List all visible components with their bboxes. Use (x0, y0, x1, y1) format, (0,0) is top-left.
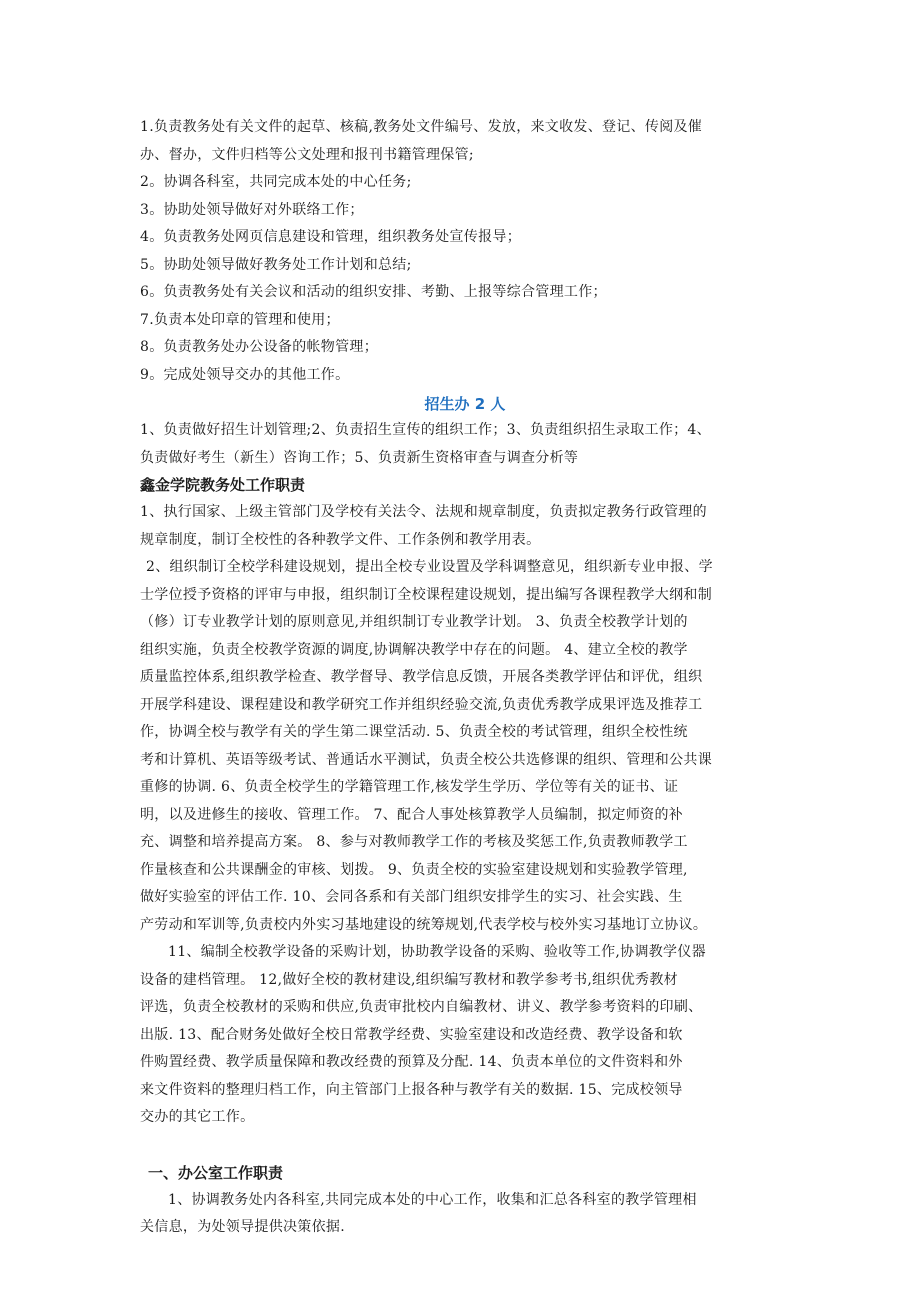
text-line: 质量监控体系,组织教学检查、教学督导、教学信息反馈，开展各类教学评估和评优，组织 (140, 669, 703, 685)
duties-heading: 鑫金学院教务处工作职责 (140, 476, 306, 494)
text-line: 3。协助处领导做好对外联络工作； (140, 201, 364, 218)
text-line: 评选，负责全校教材的采购和供应,负责审批校内自编教材、讲义、教学参考资料的印刷、 (140, 999, 703, 1015)
text-line: 负责做好考生（新生）咨询工作；5、负责新生资格审查与调查分析等 (140, 449, 579, 466)
text-line: 1、负责做好招生计划管理;2、负责招生宣传的组织工作；3、负责组织招生录取工作；4、 (140, 422, 711, 438)
text-line: 作，协调全校与教学有关的学生第二课堂活动. 5、负责全校的考试管理，组织全校性统 (140, 724, 688, 740)
office-section-heading: 一、办公室工作职责 (148, 1163, 284, 1182)
text-line: 来文件资料的整理归档工作，向主管部门上报各种与教学有关的数据. 15、完成校领导 (140, 1081, 683, 1098)
text-line: 1、执行国家、上级主管部门及学校有关法令、法规和规章制度，负责拟定教务行政管理的 (140, 504, 707, 520)
text-line: 2。协调各科室，共同完成本处的中心任务; (140, 174, 412, 190)
text-line: 设备的建档管理。 12,做好全校的教材建设,组织编写教材和教学参考书,组织优秀教材 (140, 971, 678, 988)
text-line: 1、协调教务处内各科室,共同完成本处的中心工作，收集和汇总各科室的教学管理相 (168, 1191, 697, 1208)
text-line: 士学位授予资格的评审与申报，组织制订全校课程建设规划，提出编写各课程教学大纲和制 (140, 586, 712, 603)
text-line: 开展学科建设、课程建设和教学研究工作并组织经验交流,负责优秀教学成果评选及推荐工 (140, 696, 703, 713)
text-line: 明，以及进修生的接收、管理工作。 7、配合人事处核算教学人员编制，拟定师资的补 (140, 806, 684, 823)
text-line: 8。负责教务处办公设备的帐物管理； (140, 339, 379, 355)
text-line: 6。负责教务处有关会议和活动的组织安排、考勤、上报等综合管理工作； (140, 284, 607, 300)
text-line: 关信息，为处领导提供决策依据. (140, 1219, 345, 1235)
text-line: 9。完成处领导交办的其他工作。 (140, 366, 350, 383)
admissions-heading: 招生办 2 人 (424, 395, 506, 413)
text-line: 出版. 13、配合财务处做好全校日常教学经费、实验室建设和改造经费、教学设备和软 (140, 1026, 683, 1043)
text-line: 重修的协调. 6、负责全校学生的学籍管理工作,核发学生学历、学位等有关的证书、证 (140, 779, 679, 795)
office-section-body (140, 1187, 790, 1242)
text-line: 2、组织制订全校学科建设规划，提出全校专业设置及学科调整意见，组织新专业申报、学 (146, 559, 713, 575)
duties-body (140, 499, 790, 1132)
text-line: 1.负责教务处有关文件的起草、核稿,教务处文件编号、发放，来文收发、登记、传阅及催 (140, 119, 703, 135)
admissions-duties (140, 417, 790, 472)
section-office-duties-list (140, 114, 790, 389)
text-line: 11、编制全校教学设备的采购计划，协助教学设备的采购、验收等工作,协调教学仪器 (168, 944, 706, 960)
text-line: 4。负责教务处网页信息建设和管理，组织教务处宣传报导； (140, 229, 522, 245)
text-line: 5。协助处领导做好教务处工作计划和总结; (140, 256, 412, 273)
document-page (140, 114, 790, 1242)
text-line: 充、调整和培养提高方案。 8、参与对教师教学工作的考核及奖惩工作,负责教师教学工 (140, 834, 688, 850)
text-line: 件购置经费、教学质量保障和教改经费的预算及分配. 14、负责本单位的文件资料和外 (140, 1054, 683, 1070)
text-line: （修）订专业教学计划的原则意见,并组织制订专业教学计划。 3、负责全校教学计划的 (140, 614, 688, 630)
text-line: 办、督办，文件归档等公文处理和报刊书籍管理保管; (140, 146, 474, 163)
text-line: 考和计算机、英语等级考试、普通话水平测试，负责全校公共选修课的组织、管理和公共课 (140, 751, 712, 768)
text-line: 产劳动和军训等,负责校内外实习基地建设的统筹规划,代表学校与校外实习基地订立协议。 (140, 916, 708, 933)
text-line: 交办的其它工作。 (140, 1109, 255, 1125)
text-line: 作量核查和公共课酬金的审核、划拨。 9、负责全校的实验室建设规划和实验教学管理, (140, 861, 688, 878)
text-line: 组织实施，负责全校教学资源的调度,协调解决教学中存在的问题。 4、建立全校的教学 (140, 641, 688, 658)
text-line: 做好实验室的评估工作. 10、会同各系和有关部门组织安排学生的实习、社会实践、生 (140, 889, 683, 905)
text-line: 规章制度，制订全校性的各种教学文件、工作条例和教学用表。 (140, 531, 541, 548)
text-line: 7.负责本处印章的管理和使用； (140, 311, 340, 328)
